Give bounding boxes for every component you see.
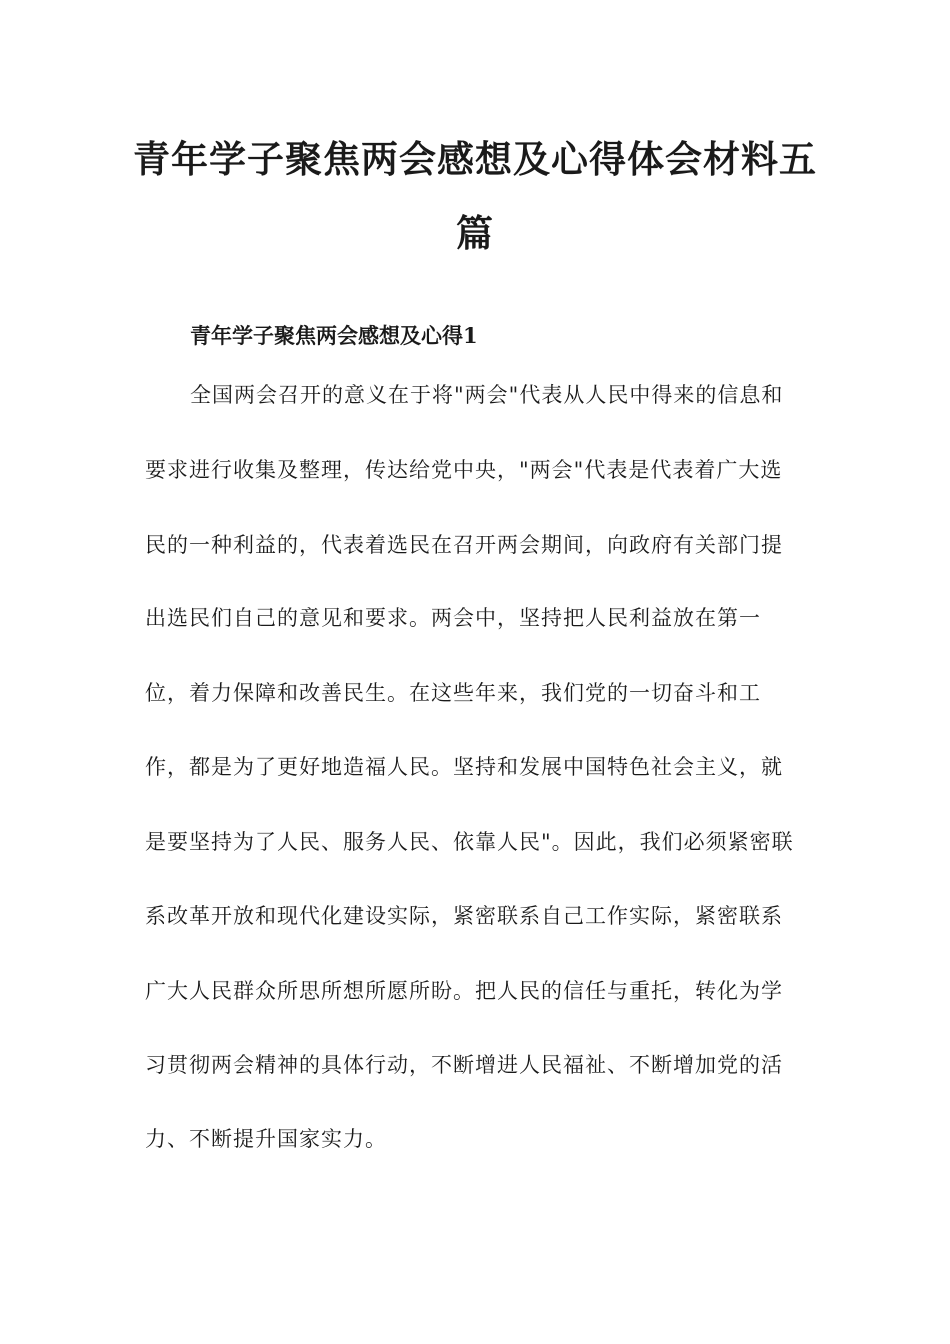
paragraph-line: 作，都是为了更好地造福人民。坚持和发展中国特色社会主义，就: [145, 755, 783, 779]
section-heading: 青年学子聚焦两会感想及心得1: [190, 323, 478, 348]
paragraph-line: 力、不断提升国家实力。: [145, 1127, 387, 1151]
paragraph-line: 系改革开放和现代化建设实际，紧密联系自己工作实际，紧密联系: [145, 904, 783, 928]
paragraph-line: 是要坚持为了人民、服务人民、依靠人民"。因此，我们必须紧密联: [145, 830, 794, 854]
paragraph-line: 全国两会召开的意义在于将"两会"代表从人民中得来的信息和: [190, 383, 784, 407]
paragraph-line: 要求进行收集及整理，传达给党中央，"两会"代表是代表着广大选: [145, 458, 783, 482]
paragraph-line: 习贯彻两会精神的具体行动，不断增进人民福祉、不断增加党的活: [145, 1053, 783, 1077]
paragraph-line: 广大人民群众所思所想所愿所盼。把人民的信任与重托，转化为学: [145, 979, 783, 1003]
paragraph-line: 民的一种利益的，代表着选民在召开两会期间，向政府有关部门提: [145, 533, 783, 557]
paragraph-line: 出选民们自己的意见和要求。两会中，坚持把人民利益放在第一: [145, 606, 761, 630]
paragraph-line: 位，着力保障和改善民生。在这些年来，我们党的一切奋斗和工: [145, 681, 761, 705]
document-title: 青年学子聚焦两会感想及心得体会材料五篇: [133, 137, 817, 255]
